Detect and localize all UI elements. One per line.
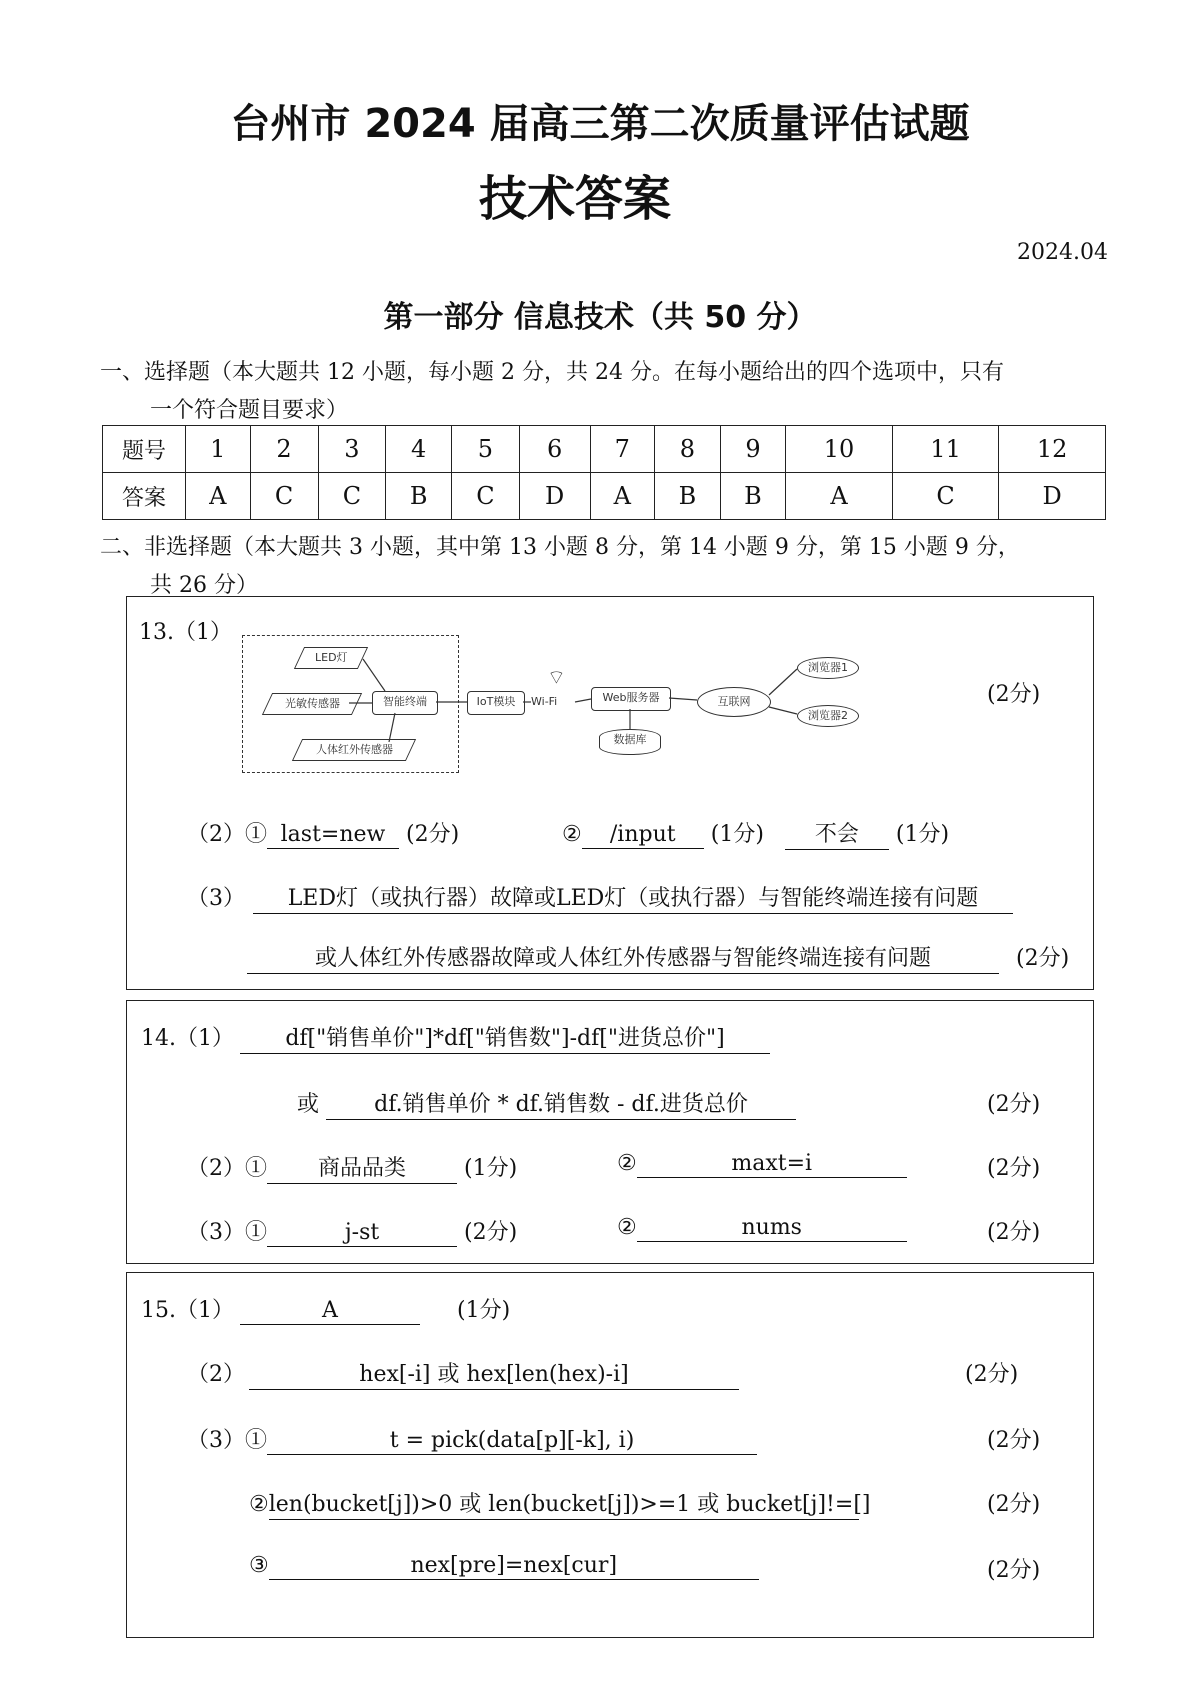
q14-p1-answer-1: df["销售单价"]*df["销售数"]-df["进货总价"] bbox=[240, 1021, 770, 1054]
q15-p3-answer-3: nex[pre]=nex[cur] bbox=[269, 1553, 759, 1580]
q13-p2-score-2: (1分) bbox=[710, 822, 764, 847]
q15-p1-answer: A bbox=[240, 1298, 420, 1325]
page-title: 台州市 2024 届高三第二次质量评估试题 bbox=[230, 101, 970, 147]
q14-p3-score-1: (2分) bbox=[464, 1220, 518, 1245]
q14-p3-right bbox=[617, 1215, 907, 1242]
circled-1: ① bbox=[245, 1428, 268, 1453]
section2-heading: 二、非选择题（本大题共 3 小题，其中第 13 小题 8 分，第 14 小题 9 分，第 15 小题 9 分， bbox=[100, 535, 1020, 560]
q13-p2-score-1: (2分) bbox=[406, 822, 460, 847]
table-cell: D bbox=[519, 473, 590, 520]
table-cell: A bbox=[786, 473, 893, 520]
q14-p2-left bbox=[187, 1151, 517, 1184]
q15-p3-a bbox=[187, 1423, 757, 1455]
table-cell: 7 bbox=[590, 426, 655, 473]
q14-p3-num: （3） bbox=[187, 1220, 245, 1245]
table-cell: 12 bbox=[999, 426, 1106, 473]
q13-p2-num: （2） bbox=[187, 822, 245, 847]
q14-p3-answer-2: nums bbox=[637, 1215, 907, 1242]
q15-p3-c bbox=[249, 1553, 759, 1580]
diagram-browser1: 浏览器1 bbox=[797, 657, 859, 679]
table-cell: 4 bbox=[386, 426, 452, 473]
section1-heading-cont: 一个符合题目要求） bbox=[150, 398, 349, 423]
q14-p3-answer-1: j-st bbox=[267, 1220, 457, 1247]
table-row-answers bbox=[103, 473, 1106, 520]
table-cell: A bbox=[590, 473, 655, 520]
q13-p2-answer-2: /input bbox=[582, 822, 704, 849]
q14-p1 bbox=[141, 1021, 770, 1054]
q14-p1-answer-2: df.销售单价 * df.销售数 - df.进货总价 bbox=[326, 1087, 796, 1120]
q15-p1-score: (1分) bbox=[457, 1298, 511, 1323]
table-cell: C bbox=[250, 473, 318, 520]
q14-p2-score-2: (2分) bbox=[987, 1156, 1041, 1181]
table-cell: B bbox=[655, 473, 721, 520]
circled-2: ② bbox=[249, 1492, 269, 1517]
table-cell: 10 bbox=[786, 426, 893, 473]
q14-p1-score: (2分) bbox=[987, 1092, 1041, 1117]
diagram-web-server: Web服务器 bbox=[591, 687, 671, 711]
page-subtitle: 技术答案 bbox=[478, 171, 671, 227]
diagram-led: LED灯 bbox=[294, 647, 368, 669]
table-cell: 2 bbox=[250, 426, 318, 473]
q13-p3-answer-2: 或人体红外传感器故障或人体红外传感器与智能终端连接有问题 bbox=[247, 941, 999, 974]
table-cell: 8 bbox=[655, 426, 721, 473]
circled-1: ① bbox=[245, 1220, 268, 1245]
q14-p2-right bbox=[617, 1151, 907, 1178]
diagram-iot: IoT模块 bbox=[467, 691, 525, 715]
answer-table bbox=[102, 425, 1106, 520]
q15-p3-score-1: (2分) bbox=[987, 1428, 1041, 1453]
q15-p3-num: （3） bbox=[187, 1428, 245, 1453]
q13-p3-line2 bbox=[247, 941, 1069, 974]
q13-p3-score: (2分) bbox=[1016, 946, 1070, 971]
q15-p2 bbox=[187, 1357, 739, 1390]
q13-p2-score-3: (1分) bbox=[895, 822, 950, 847]
question-15-box bbox=[126, 1272, 1094, 1638]
q14-p2-answer-1: 商品品类 bbox=[267, 1151, 457, 1184]
q13-p2-label bbox=[187, 817, 459, 849]
q13-p3-line1 bbox=[187, 881, 1013, 914]
table-cell: B bbox=[386, 473, 452, 520]
date-label: 2024.04 bbox=[1017, 240, 1108, 265]
table-cell: 6 bbox=[519, 426, 590, 473]
q14-p2-num: （2） bbox=[187, 1156, 245, 1181]
section2-heading-cont: 共 26 分） bbox=[150, 573, 258, 598]
diagram-wifi: Wi-Fi bbox=[531, 695, 558, 708]
q13-p3-num: （3） bbox=[187, 886, 245, 911]
circled-2: ② bbox=[617, 1215, 637, 1240]
row-label-number: 题号 bbox=[103, 426, 186, 473]
table-cell: 1 bbox=[186, 426, 251, 473]
q13-label: 13.（1） bbox=[139, 620, 232, 645]
circled-1: ① bbox=[245, 822, 268, 847]
q15-p2-score: (2分) bbox=[965, 1362, 1019, 1387]
q13-p3-answer-1: LED灯（或执行器）故障或LED灯（或执行器）与智能终端连接有问题 bbox=[253, 881, 1013, 914]
diagram-database: 数据库 bbox=[599, 729, 661, 755]
q14-p1-or: 或 bbox=[297, 1092, 320, 1117]
table-cell: 11 bbox=[892, 426, 999, 473]
q14-p3-left bbox=[187, 1215, 517, 1247]
part-title: 第一部分 信息技术（共 50 分） bbox=[383, 300, 817, 335]
q13-p2-right bbox=[562, 817, 949, 850]
diagram-connectors bbox=[127, 597, 1093, 797]
q14-p1-alt bbox=[297, 1087, 796, 1120]
q15-label: 15.（1） bbox=[141, 1298, 234, 1323]
diagram-pir: 人体红外传感器 bbox=[292, 739, 416, 761]
diagram-terminal: 智能终端 bbox=[372, 691, 438, 715]
q15-p3-b bbox=[249, 1487, 871, 1520]
q14-p2-score-1: (1分) bbox=[464, 1156, 518, 1181]
table-cell: 9 bbox=[720, 426, 786, 473]
wifi-icon: ⌔ bbox=[547, 665, 566, 689]
q14-p2-answer-2: maxt=i bbox=[637, 1151, 907, 1178]
q15-p2-answer: hex[-i] 或 hex[len(hex)-i] bbox=[249, 1357, 739, 1390]
q14-p3-score-2: (2分) bbox=[987, 1220, 1041, 1245]
q15-p3-answer-2: len(bucket[j])>0 或 len(bucket[j])>=1 或 bucket[j]!=[] bbox=[269, 1487, 859, 1520]
q13-p2-answer-1: last=new bbox=[267, 822, 399, 849]
table-cell: C bbox=[318, 473, 386, 520]
q15-p3-answer-1: t = pick(data[p][-k], i) bbox=[267, 1428, 757, 1455]
table-cell: A bbox=[186, 473, 251, 520]
table-row-numbers bbox=[103, 426, 1106, 473]
section1-heading: 一、选择题（本大题共 12 小题，每小题 2 分，共 24 分。在每小题给出的四个选项中，只有 bbox=[100, 360, 1004, 385]
table-cell: C bbox=[451, 473, 519, 520]
table-cell: D bbox=[999, 473, 1106, 520]
question-13-box bbox=[126, 596, 1094, 990]
circled-1: ① bbox=[245, 1156, 268, 1181]
diagram-browser2: 浏览器2 bbox=[797, 705, 859, 727]
q15-p1 bbox=[141, 1293, 510, 1325]
row-label-answer: 答案 bbox=[103, 473, 186, 520]
q15-p3-score-3: (2分) bbox=[987, 1558, 1041, 1583]
q13-p2-answer-3: 不会 bbox=[785, 817, 889, 850]
diagram-light-sensor: 光敏传感器 bbox=[262, 693, 362, 715]
diagram-internet: 互联网 bbox=[697, 687, 771, 717]
table-cell: C bbox=[892, 473, 999, 520]
circled-2: ② bbox=[562, 822, 582, 847]
table-cell: B bbox=[720, 473, 786, 520]
system-diagram bbox=[127, 597, 1093, 797]
q15-p2-num: （2） bbox=[187, 1362, 245, 1387]
question-14-box bbox=[126, 1000, 1094, 1264]
q13-p1-score: (2分) bbox=[987, 682, 1041, 707]
table-cell: 5 bbox=[451, 426, 519, 473]
circled-2: ② bbox=[617, 1151, 637, 1176]
q14-label: 14.（1） bbox=[141, 1026, 234, 1051]
q15-p3-score-2: (2分) bbox=[987, 1492, 1041, 1517]
circled-3: ③ bbox=[249, 1553, 269, 1578]
table-cell: 3 bbox=[318, 426, 386, 473]
